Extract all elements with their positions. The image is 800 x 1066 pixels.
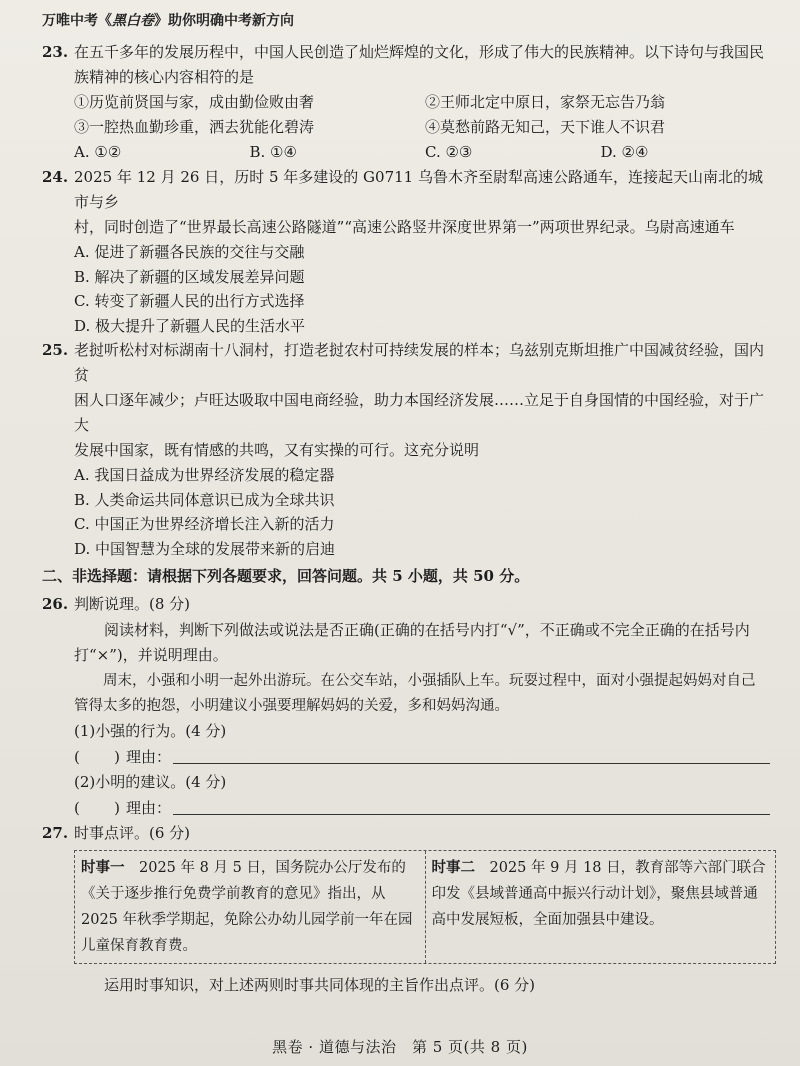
question-number: 27. <box>42 824 69 842</box>
statement-item: ④莫愁前路无知己，天下谁人不识君 <box>425 118 666 136</box>
statement-item: ③一腔热血勤珍重，洒去犹能化碧涛 <box>74 118 315 136</box>
question-title: 时事点评。(6 分) <box>74 824 191 842</box>
header-brand: 黑白卷 <box>112 13 154 29</box>
material-text: 管得太多的抱怨，小明建议小强要理解妈妈的关爱，多和妈妈沟通。 <box>74 698 509 714</box>
option-list <box>42 140 776 165</box>
option-a: A. 我国日益成为世界经济发展的稳定器 <box>74 466 335 484</box>
instruction-text: 打“×”)，并说明理由。 <box>74 646 228 664</box>
news-label: 时事二 <box>431 860 475 876</box>
reason-blank[interactable] <box>173 813 770 815</box>
question-title: 判断说理。(8 分) <box>74 595 191 613</box>
option-a: A. 促进了新疆各民族的交往与交融 <box>74 243 305 261</box>
question-number: 24. <box>42 168 69 186</box>
option-c: C. 转变了新疆人民的出行方式选择 <box>74 292 305 310</box>
question-number: 23. <box>42 43 69 61</box>
question-stem: 困人口逐年减少；卢旺达吸取中国电商经验，助力本国经济发展……立足于自身国情的中国经验，对于广大 <box>74 391 765 434</box>
header-prefix: 万唯中考《 <box>42 13 112 29</box>
question-stem: 老挝听松村对标湖南十八洞村，打造老挝农村可持续发展的样本；乌兹别克斯坦推广中国减贫经验，国内贫 <box>74 341 765 384</box>
answer-row-2 <box>42 795 776 821</box>
question-24 <box>42 165 776 338</box>
news-label: 时事一 <box>81 860 125 876</box>
news-text: 2025 年 9 月 18 日，教育部等六部门联合印发《县域普通高中振兴行动计划》，聚焦县域普通高中发展短板，全面加强县中建设。 <box>431 860 766 928</box>
statement-item: ②王师北定中原日，家祭无忘告乃翁 <box>425 93 666 111</box>
reason-blank[interactable] <box>173 762 770 764</box>
section-heading: 二、非选择题：请根据下列各题要求，回答问题。共 5 小题，共 50 分。 <box>42 567 530 585</box>
question-stem: 发展中国家，既有情感的共鸣，又有实操的可行。这充分说明 <box>74 441 480 459</box>
page-footer: 黑卷 · 道德与法治 第 5 页(共 8 页) <box>272 1038 528 1056</box>
news-text: 2025 年 8 月 5 日，国务院办公厅发布的《关于逐步推行免费学前教育的意见》指出，从 2025 年秋季学期起，免除公办幼儿园学前一年在园儿童保育教育费。 <box>81 860 413 954</box>
option-d: D. 极大提升了新疆人民的生活水平 <box>74 316 306 335</box>
option-b: B. 解决了新疆的区域发展差异问题 <box>74 267 305 286</box>
option-a: A. ①② <box>74 143 122 161</box>
question-number: 25. <box>42 341 69 359</box>
sub-question-1: (1)小强的行为。(4 分) <box>74 722 227 740</box>
task-prompt: 运用时事知识，对上述两则时事共同体现的主旨作出点评。(6 分) <box>104 976 536 994</box>
reason-label: 理由： <box>126 748 172 766</box>
page-header <box>42 10 776 30</box>
question-stem: 在五千多年的发展历程中，中国人民创造了灿烂辉煌的文化，形成了伟大的民族精神。以下诗句与我国民 <box>74 43 765 61</box>
news-box-2 <box>425 851 776 963</box>
question-stem: 村，同时创造了“世界最长高速公路隧道”“高速公路竖井深度世界第一”两项世界纪录。乌尉高速通车 <box>74 218 735 236</box>
question-25 <box>42 338 776 561</box>
question-stem: 2025 年 12 月 26 日，历时 5 年多建设的 G0711 乌鲁木齐至尉犁高速公路通车，连接起天山南北的城市与乡 <box>74 168 763 211</box>
news-boxes <box>74 850 776 964</box>
instruction-text: 阅读材料，判断下列做法或说法是否正确(正确的在括号内打“√”，不正确或不完全正确的在括号内 <box>104 621 750 639</box>
option-b: B. ①④ <box>249 143 297 161</box>
judgment-bracket[interactable]: ( ) <box>74 748 120 766</box>
option-d: D. 中国智慧为全球的发展带来新的启迪 <box>74 539 336 558</box>
news-box-1 <box>75 851 425 963</box>
statement-list <box>42 90 776 140</box>
option-d: D. ②④ <box>600 143 649 161</box>
question-stem: 族精神的核心内容相符的是 <box>74 68 255 86</box>
option-c: C. ②③ <box>425 143 473 161</box>
question-number: 26. <box>42 595 69 613</box>
question-26 <box>42 592 776 821</box>
header-suffix: 》助你明确中考新方向 <box>154 13 294 29</box>
question-23 <box>42 40 776 165</box>
answer-row-1 <box>42 744 776 770</box>
question-27 <box>42 821 776 1000</box>
reason-label: 理由： <box>126 799 172 817</box>
option-b: B. 人类命运共同体意识已成为全球共识 <box>74 490 335 509</box>
judgment-bracket[interactable]: ( ) <box>74 799 120 817</box>
statement-item: ①历览前贤国与家，成由勤俭败由奢 <box>74 93 315 111</box>
material-text: 周末，小强和小明一起外出游玩。在公交车站，小强插队上车。玩耍过程中，面对小强提起妈妈对自己 <box>103 673 756 689</box>
option-c: C. 中国正为世界经济增长注入新的活力 <box>74 515 335 533</box>
sub-question-2: (2)小明的建议。(4 分) <box>74 773 227 791</box>
